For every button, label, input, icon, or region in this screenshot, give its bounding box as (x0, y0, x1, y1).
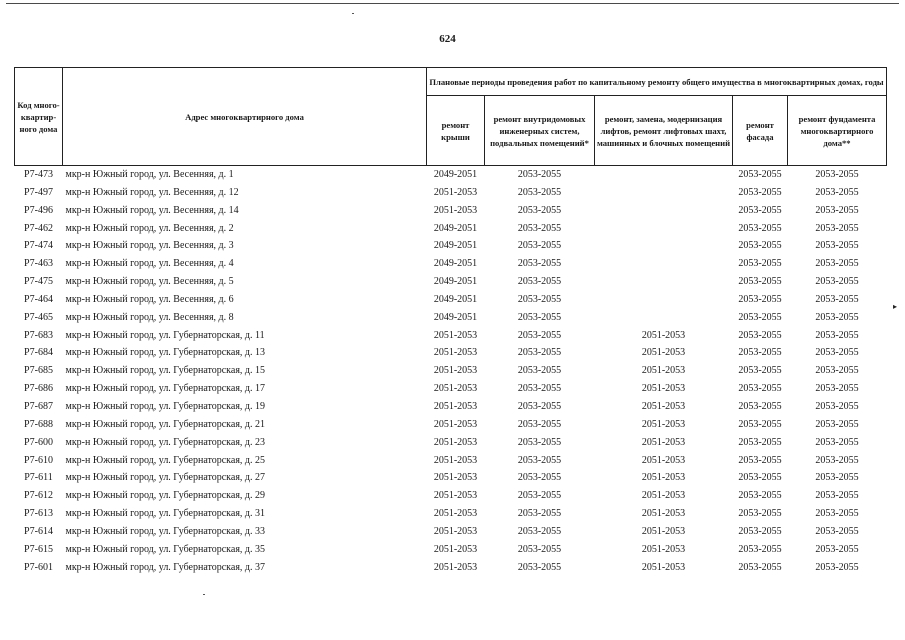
row-roof-period: 2051-2053 (433, 490, 478, 502)
table-row (15, 380, 887, 398)
row-facade-period: 2053-2055 (738, 490, 782, 502)
row-roof-period: 2049-2051 (433, 276, 478, 288)
row-roof-period: 2049-2051 (433, 222, 478, 234)
table-row (15, 255, 887, 273)
row-foundation-period: 2053-2055 (815, 490, 859, 502)
row-lifts-period: 2051-2053 (641, 525, 686, 537)
row-address: мкр-н Южный город, ул. Весенняя, д. 6 (65, 293, 234, 305)
row-facade-period: 2053-2055 (738, 222, 782, 234)
row-foundation-period: 2053-2055 (815, 240, 859, 252)
row-lifts-period (595, 309, 733, 327)
row-roof-period: 2051-2053 (433, 561, 478, 573)
row-code: Р7-463 (24, 258, 53, 270)
page-number: 624 (439, 33, 456, 45)
row-roof-period: 2049-2051 (433, 240, 478, 252)
row-code: Р7-684 (24, 347, 53, 359)
row-facade-period: 2053-2055 (738, 383, 782, 395)
table-row (15, 434, 887, 452)
row-lifts-period: 2051-2053 (641, 365, 686, 377)
row-address: мкр-н Южный город, ул. Губернаторская, д. 25 (65, 454, 266, 466)
table-row (15, 291, 887, 309)
row-facade-period: 2053-2055 (738, 276, 782, 288)
row-lifts-period: 2051-2053 (641, 329, 686, 341)
row-facade-period: 2053-2055 (738, 240, 782, 252)
row-systems-period: 2053-2055 (517, 543, 562, 555)
row-code: Р7-686 (24, 383, 53, 395)
row-systems-period: 2053-2055 (517, 204, 562, 216)
row-facade-period: 2053-2055 (738, 472, 782, 484)
row-code: Р7-601 (24, 561, 53, 573)
row-lifts-period: 2051-2053 (641, 418, 686, 430)
row-code: Р7-473 (24, 169, 53, 180)
row-address: мкр-н Южный город, ул. Весенняя, д. 5 (65, 276, 234, 288)
row-foundation-period: 2053-2055 (815, 222, 859, 234)
row-lifts-period: 2051-2053 (641, 472, 686, 484)
row-roof-period: 2051-2053 (433, 543, 478, 555)
row-roof-period: 2051-2053 (433, 418, 478, 430)
row-facade-period: 2053-2055 (738, 169, 782, 180)
row-address: мкр-н Южный город, ул. Губернаторская, д. 23 (65, 436, 266, 448)
row-code: Р7-683 (24, 329, 53, 341)
row-foundation-period: 2053-2055 (815, 472, 859, 484)
row-address: мкр-н Южный город, ул. Губернаторская, д. 31 (65, 508, 266, 520)
row-facade-period: 2053-2055 (738, 258, 782, 270)
row-systems-period: 2053-2055 (517, 561, 562, 573)
row-address: мкр-н Южный город, ул. Губернаторская, д. 33 (65, 525, 266, 537)
table-row (15, 220, 887, 238)
row-lifts-period (595, 255, 733, 273)
row-lifts-period: 2051-2053 (641, 454, 686, 466)
row-systems-period: 2053-2055 (517, 222, 562, 234)
row-code: Р7-614 (24, 525, 53, 537)
row-lifts-period (595, 184, 733, 202)
row-facade-period: 2053-2055 (738, 508, 782, 520)
row-address: мкр-н Южный город, ул. Губернаторская, д. 21 (65, 418, 266, 430)
row-systems-period: 2053-2055 (517, 329, 562, 341)
row-address: мкр-н Южный город, ул. Губернаторская, д. 29 (65, 490, 266, 502)
row-code: Р7-612 (24, 490, 53, 502)
row-lifts-period: 2051-2053 (641, 383, 686, 395)
row-systems-period: 2053-2055 (517, 311, 562, 323)
row-facade-period: 2053-2055 (738, 525, 782, 537)
table-row (15, 273, 887, 291)
row-roof-period: 2051-2053 (433, 383, 478, 395)
row-foundation-period: 2053-2055 (815, 508, 859, 520)
row-systems-period: 2053-2055 (517, 490, 562, 502)
row-code: Р7-496 (24, 204, 53, 216)
table-row (15, 398, 887, 416)
row-roof-period: 2051-2053 (433, 454, 478, 466)
row-foundation-period: 2053-2055 (815, 365, 859, 377)
row-roof-period: 2051-2053 (433, 508, 478, 520)
row-address: мкр-н Южный город, ул. Весенняя, д. 4 (65, 258, 234, 270)
row-foundation-period: 2053-2055 (815, 543, 859, 555)
table-row (15, 452, 887, 470)
margin-mark: ▸ (893, 302, 898, 311)
row-address: мкр-н Южный город, ул. Губернаторская, д. 19 (65, 400, 266, 412)
row-code: Р7-497 (24, 186, 53, 198)
row-address: мкр-н Южный город, ул. Губернаторская, д. 17 (65, 383, 266, 395)
table-row (15, 327, 887, 345)
row-code: Р7-462 (24, 222, 53, 234)
row-foundation-period: 2053-2055 (815, 276, 859, 288)
row-address: мкр-н Южный город, ул. Губернаторская, д. 15 (65, 365, 266, 377)
row-lifts-period (595, 237, 733, 255)
row-address: мкр-н Южный город, ул. Весенняя, д. 8 (65, 311, 234, 323)
row-facade-period: 2053-2055 (738, 293, 782, 305)
scan-speck (352, 13, 354, 14)
row-lifts-period: 2051-2053 (641, 561, 686, 573)
row-foundation-period: 2053-2055 (815, 436, 859, 448)
row-systems-period: 2053-2055 (517, 436, 562, 448)
row-foundation-period: 2053-2055 (815, 347, 859, 359)
row-foundation-period: 2053-2055 (815, 454, 859, 466)
row-address: мкр-н Южный город, ул. Губернаторская, д. 13 (65, 347, 266, 359)
row-systems-period: 2053-2055 (517, 525, 562, 537)
row-roof-period: 2051-2053 (433, 400, 478, 412)
row-code: Р7-615 (24, 543, 53, 555)
table-header (15, 68, 887, 166)
row-foundation-period: 2053-2055 (815, 400, 859, 412)
table-row (15, 487, 887, 505)
row-roof-period: 2051-2053 (433, 525, 478, 537)
row-lifts-period: 2051-2053 (641, 508, 686, 520)
row-foundation-period: 2053-2055 (815, 204, 859, 216)
row-code: Р7-474 (24, 240, 53, 252)
table-row (15, 559, 887, 577)
row-facade-period: 2053-2055 (738, 400, 782, 412)
capital-repair-table-sheet (14, 67, 886, 576)
row-lifts-period (595, 291, 733, 309)
row-address: мкр-н Южный город, ул. Губернаторская, д. 37 (65, 561, 266, 573)
row-code: Р7-465 (24, 311, 53, 323)
row-code: Р7-600 (24, 436, 53, 448)
row-roof-period: 2049-2051 (433, 311, 478, 323)
row-systems-period: 2053-2055 (517, 383, 562, 395)
row-code: Р7-611 (24, 472, 53, 484)
row-roof-period: 2051-2053 (433, 472, 478, 484)
row-facade-period: 2053-2055 (738, 365, 782, 377)
row-code: Р7-464 (24, 293, 53, 305)
row-lifts-period: 2051-2053 (641, 436, 686, 448)
scan-speck (203, 594, 205, 595)
row-address: мкр-н Южный город, ул. Весенняя, д. 2 (65, 222, 234, 234)
row-facade-period: 2053-2055 (738, 329, 782, 341)
row-systems-period: 2053-2055 (517, 454, 562, 466)
row-address: мкр-н Южный город, ул. Губернаторская, д. 11 (65, 329, 265, 341)
table-row (15, 505, 887, 523)
row-roof-period: 2049-2051 (433, 258, 478, 270)
row-systems-period: 2053-2055 (517, 400, 562, 412)
table-row (15, 309, 887, 327)
row-address: мкр-н Южный город, ул. Губернаторская, д. 35 (65, 543, 266, 555)
page-top-rule (6, 3, 899, 4)
table-row (15, 237, 887, 255)
row-systems-period: 2053-2055 (517, 418, 562, 430)
row-roof-period: 2051-2053 (433, 436, 478, 448)
row-foundation-period: 2053-2055 (815, 293, 859, 305)
row-address: мкр-н Южный город, ул. Весенняя, д. 1 (65, 169, 234, 180)
table-row (15, 523, 887, 541)
row-foundation-period: 2053-2055 (815, 169, 859, 180)
row-systems-period: 2053-2055 (517, 293, 562, 305)
row-code: Р7-475 (24, 276, 53, 288)
header-lifts: ремонт, замена, модернизация лифтов, ремонт лифтовых шахт, машинных и блочных помещений (595, 96, 733, 166)
row-systems-period: 2053-2055 (517, 169, 562, 180)
row-code: Р7-610 (24, 454, 53, 466)
table-body (15, 166, 887, 577)
row-lifts-period (595, 166, 733, 184)
row-systems-period: 2053-2055 (517, 276, 562, 288)
row-address: мкр-н Южный город, ул. Весенняя, д. 3 (65, 240, 234, 252)
row-facade-period: 2053-2055 (738, 561, 782, 573)
row-systems-period: 2053-2055 (517, 186, 562, 198)
row-roof-period: 2051-2053 (433, 186, 478, 198)
header-foundation: ремонт фундамента многоквартирного дома** (788, 96, 887, 166)
row-roof-period: 2049-2051 (433, 169, 478, 180)
table-row (15, 202, 887, 220)
row-code: Р7-687 (24, 400, 53, 412)
table-row (15, 362, 887, 380)
row-roof-period: 2051-2053 (433, 365, 478, 377)
row-foundation-period: 2053-2055 (815, 561, 859, 573)
row-foundation-period: 2053-2055 (815, 258, 859, 270)
header-systems: ремонт внутридомовых инженерных систем, подвальных помещений* (485, 96, 595, 166)
row-foundation-period: 2053-2055 (815, 186, 859, 198)
row-lifts-period: 2051-2053 (641, 347, 686, 359)
row-code: Р7-688 (24, 418, 53, 430)
row-systems-period: 2053-2055 (517, 240, 562, 252)
header-roof: ремонт крыши (427, 96, 485, 166)
row-address: мкр-н Южный город, ул. Весенняя, д. 12 (65, 186, 239, 198)
row-facade-period: 2053-2055 (738, 347, 782, 359)
row-foundation-period: 2053-2055 (815, 329, 859, 341)
row-code: Р7-613 (24, 508, 53, 520)
row-systems-period: 2053-2055 (517, 258, 562, 270)
row-foundation-period: 2053-2055 (815, 311, 859, 323)
table-row (15, 416, 887, 434)
table-row (15, 469, 887, 487)
header-address: Адрес многоквартирного дома (63, 68, 427, 166)
row-systems-period: 2053-2055 (517, 347, 562, 359)
table-row (15, 184, 887, 202)
row-systems-period: 2053-2055 (517, 365, 562, 377)
row-lifts-period (595, 273, 733, 291)
header-facade: ремонт фасада (733, 96, 788, 166)
row-lifts-period (595, 220, 733, 238)
row-lifts-period: 2051-2053 (641, 400, 686, 412)
row-facade-period: 2053-2055 (738, 436, 782, 448)
capital-repair-table (14, 67, 887, 576)
table-row (15, 166, 887, 184)
row-roof-period: 2049-2051 (433, 293, 478, 305)
row-facade-period: 2053-2055 (738, 454, 782, 466)
row-facade-period: 2053-2055 (738, 186, 782, 198)
row-facade-period: 2053-2055 (738, 418, 782, 430)
row-systems-period: 2053-2055 (517, 508, 562, 520)
row-facade-period: 2053-2055 (738, 311, 782, 323)
header-periods-title: Плановые периоды проведения работ по капитальному ремонту общего имущества в многоквартирных домах, годы (427, 68, 887, 96)
row-lifts-period: 2051-2053 (641, 490, 686, 502)
row-lifts-period (595, 202, 733, 220)
row-foundation-period: 2053-2055 (815, 525, 859, 537)
table-row (15, 344, 887, 362)
row-address: мкр-н Южный город, ул. Весенняя, д. 14 (65, 204, 239, 216)
row-facade-period: 2053-2055 (738, 543, 782, 555)
row-lifts-period: 2051-2053 (641, 543, 686, 555)
table-row (15, 541, 887, 559)
row-foundation-period: 2053-2055 (815, 418, 859, 430)
row-code: Р7-685 (24, 365, 53, 377)
row-roof-period: 2051-2053 (433, 347, 478, 359)
header-code: Код много-квартир-ного дома (15, 68, 63, 166)
row-systems-period: 2053-2055 (517, 472, 562, 484)
row-roof-period: 2051-2053 (433, 204, 478, 216)
row-roof-period: 2051-2053 (433, 329, 478, 341)
row-facade-period: 2053-2055 (738, 204, 782, 216)
row-foundation-period: 2053-2055 (815, 383, 859, 395)
row-address: мкр-н Южный город, ул. Губернаторская, д. 27 (65, 472, 266, 484)
